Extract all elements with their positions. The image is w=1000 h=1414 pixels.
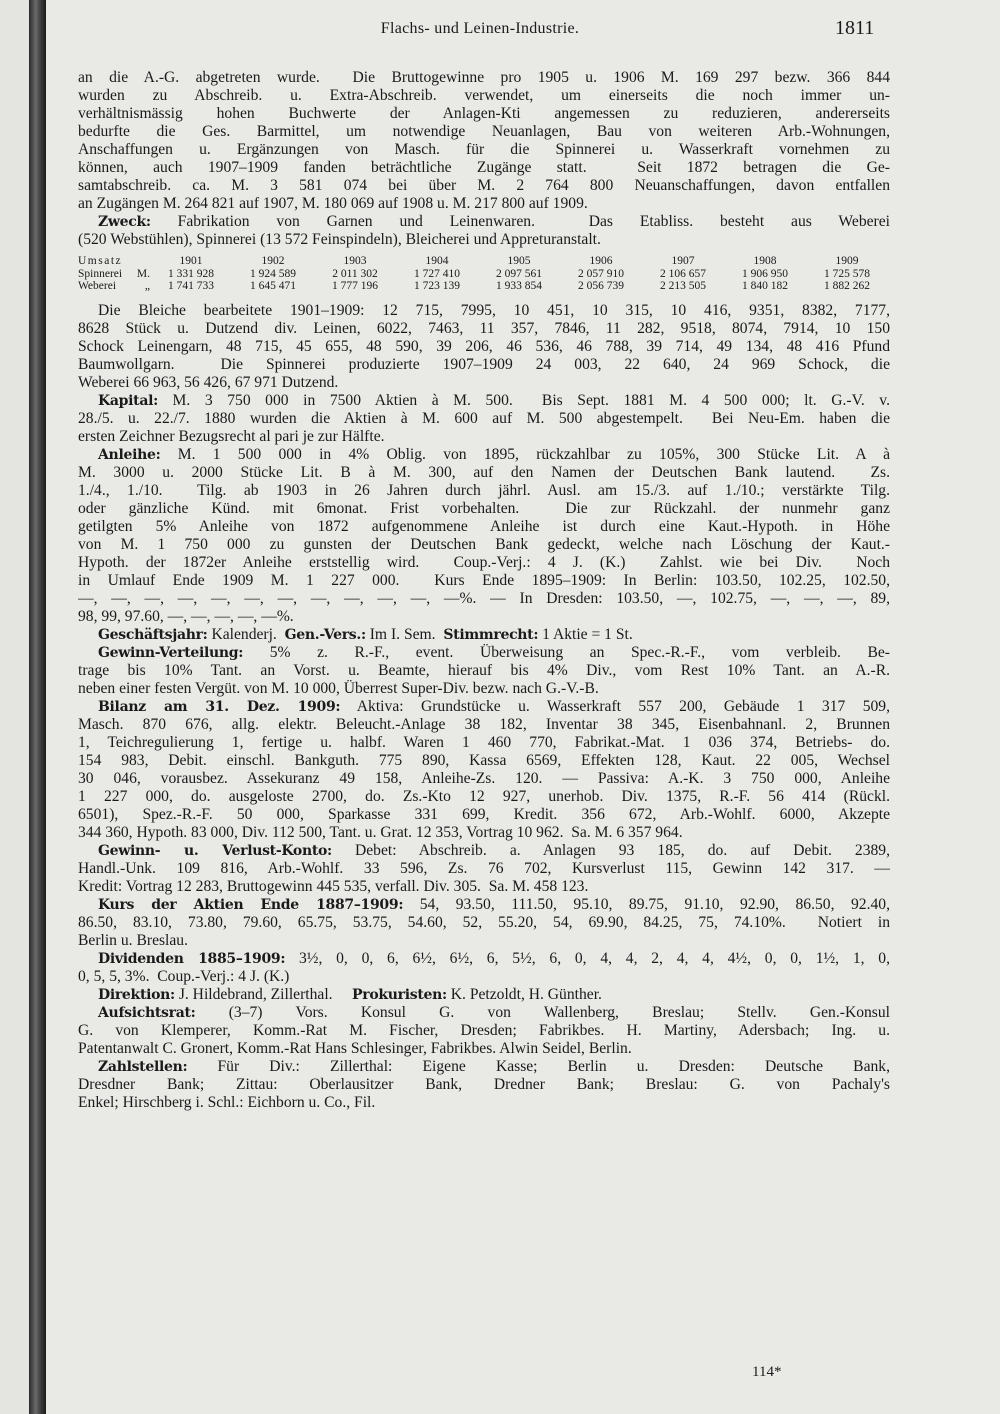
paragraph <box>78 213 890 249</box>
text-run: Handl.-Unk. 109 816, Arb.-Wohlf. 33 596, Zs. 76 702, Kursverlust 115, Gewinn 142 317. — <box>78 860 890 877</box>
text-run: 0, 5, 5, 3%. Coup.-Verj.: 4 J. (K.) <box>78 968 290 985</box>
text-line <box>78 392 890 410</box>
text-run: 1, Teichregulierung 1, fertige u. halbf. Waren 1 460 770, Fabrikat.-Mat. 1 036 374, Betriebs- do. <box>78 734 890 751</box>
text-line <box>78 1058 890 1076</box>
section-label: Gen.-Vers.: <box>284 627 366 643</box>
text-run: Dresdner Bank; Zittau: Oberlausitzer Bank, Dredner Bank; Breslau: G. von Pachaly's <box>78 1076 890 1093</box>
text-run: bedurfte die Ges. Barmittel, um notwendige Neuanlagen, Bau von weiteren Arb.-Wohnungen, <box>78 123 890 140</box>
sheet-signature: 114* <box>752 1364 782 1380</box>
paragraph <box>78 1058 890 1112</box>
table-cell: 2 097 561 <box>496 267 542 280</box>
year-header: 1906 <box>589 255 613 267</box>
text-run: ersten Zeichner Bezugsrecht al pari je zur Hälfte. <box>78 428 385 445</box>
paragraph <box>78 950 890 986</box>
paragraph <box>78 626 890 644</box>
section-label: Zahlstellen: <box>98 1059 188 1075</box>
text-line <box>78 159 890 177</box>
year-header: 1907 <box>671 255 695 267</box>
text-run: verhältnismässig hohen Buchwerte der Anlagen-Kti angemessen zu reduzieren, andererseits <box>78 105 890 122</box>
text-run: (3–7) Vors. Konsul G. von Wallenberg, Breslau; Stellv. Gen.-Konsul <box>195 1004 890 1021</box>
text-line <box>78 590 890 608</box>
text-run: in Umlauf Ende 1909 M. 1 227 000. Kurs Ende 1895–1909: In Berlin: 103.50, 102.25, 102.50, <box>78 572 890 589</box>
text-line <box>78 662 890 680</box>
text-run: Die Bleiche bearbeitete 1901–1909: 12 715, 7995, 10 451, 10 315, 10 416, 9351, 8382, 7177, <box>98 302 890 319</box>
text-line <box>78 231 890 249</box>
running-header-title: Flachs- und Leinen-Industrie. <box>380 20 580 37</box>
text-line <box>78 1076 890 1094</box>
text-run: Debet: Abschreib. a. Anlagen 93 185, do. auf Debit. 2389, <box>331 842 890 859</box>
text-line <box>78 69 890 87</box>
page-number: 1811 <box>835 17 875 39</box>
text-run: Kalenderj. <box>207 626 285 643</box>
text-run: samtabschreib. ca. M. 3 581 074 bei über M. 2 764 800 Neuanschaffungen, davon entfallen <box>78 177 890 194</box>
table-cell: 1 645 471 <box>250 280 296 292</box>
text-run: neben einer festen Vergüt. von M. 10 000, Überrest Super-Div. bezw. nach G.-V.-B. <box>78 680 599 697</box>
row-unit: „ <box>144 280 150 292</box>
text-line <box>78 536 890 554</box>
paragraph <box>78 392 890 446</box>
table-cell: 1 777 196 <box>332 280 378 292</box>
text-run: 6501), Spez.-R.-F. 50 000, Sparkasse 331 699, Kredit. 356 672, Arb.-Wohlf. 6000, Akzepte <box>78 806 890 823</box>
row-label: Weberei <box>78 280 117 292</box>
text-line <box>78 788 890 806</box>
text-run: K. Petzoldt, H. Günther. <box>446 986 602 1003</box>
text-line <box>78 770 890 788</box>
text-run: wurden zu Abschreib. u. Extra-Abschreib. verwendet, um einerseits die noch immer un- <box>78 87 890 104</box>
text-line <box>78 1022 890 1040</box>
text-run: 30 046, vorausbez. Assekuranz 49 158, Anleihe-Zs. 120. — Passiva: A.-K. 3 750 000, Anleihe <box>78 770 890 787</box>
text-run: Anschaffungen u. Ergänzungen von Masch. für die Spinnerei u. Wasserkraft vornehmen zu <box>78 141 890 158</box>
text-run: 3½, 0, 0, 6, 6½, 6½, 6, 5½, 6, 0, 4, 4, 2, 4, 4, 4½, 0, 0, 1½, 1, 0, <box>285 950 890 967</box>
row-label-cell <box>78 280 150 293</box>
text-line <box>78 1094 890 1112</box>
text-run: getilgten 5% Anleihe von 1872 aufgenommene Anleihe ist durch eine Kaut.-Hypoth. in Höhe <box>78 518 890 535</box>
year-header: 1909 <box>835 255 859 267</box>
umsatz-label: Umsatz <box>78 255 123 267</box>
text-run: J. Hildebrand, Zillerthal. <box>174 986 353 1003</box>
text-line <box>78 482 890 500</box>
paragraph <box>78 986 890 1004</box>
text-run: Fabrikation von Garnen und Leinenwaren. Das Etabliss. besteht aus Weberei <box>150 213 890 230</box>
paragraph <box>78 698 890 842</box>
text-run: Enkel; Hirschberg i. Schl.: Eichborn u. Co., Fil. <box>78 1094 376 1111</box>
section-label: Gewinn-Verteilung: <box>98 645 244 661</box>
text-run: können, auch 1907–1909 fanden beträchtliche Zugänge statt. Seit 1872 betragen die Ge- <box>78 159 890 176</box>
text-line <box>78 734 890 752</box>
text-line <box>78 195 890 213</box>
text-line <box>78 914 890 932</box>
table-cell: 1 882 262 <box>824 280 870 292</box>
text-line <box>78 338 890 356</box>
table-cell: 1 725 578 <box>824 267 870 280</box>
text-line <box>78 213 890 231</box>
text-run: Baumwollgarn. Die Spinnerei produzierte 1907–1909 24 003, 22 640, 24 969 Schock, die <box>78 356 890 373</box>
section-label: Dividenden 1885–1909: <box>98 951 286 967</box>
table-cell: 1 331 928 <box>168 267 214 280</box>
text-line <box>78 968 890 986</box>
text-line <box>78 806 890 824</box>
table-cell: 1 727 410 <box>414 267 460 280</box>
row-label-cell <box>78 268 150 281</box>
text-line <box>78 302 890 320</box>
text-run: 1 227 000, do. ausgeloste 2700, do. Zs.-Kto 12 927, unerhob. Div. 1375, R.-F. 56 414 (Rückl. <box>78 788 890 805</box>
table-cell: 1 906 950 <box>742 267 788 280</box>
text-line <box>78 842 890 860</box>
text-line <box>78 644 890 662</box>
text-line <box>78 986 890 1004</box>
text-line <box>78 716 890 734</box>
text-line <box>78 410 890 428</box>
text-line <box>78 554 890 572</box>
paragraph <box>78 69 890 213</box>
text-line <box>78 428 890 446</box>
text-line <box>78 87 890 105</box>
text-line <box>78 518 890 536</box>
text-run: oder gänzliche Künd. mit 6monat. Frist vorbehalten. Die zur Rückzahl. der nunmehr ganz <box>78 500 890 517</box>
text-run: Weberei 66 963, 56 426, 67 971 Dutzend. <box>78 374 339 391</box>
table-cell: 1 840 182 <box>742 280 788 292</box>
table-cell: 1 924 589 <box>250 267 296 280</box>
year-header: 1903 <box>343 255 367 267</box>
text-run: 54, 93.50, 111.50, 95.10, 89.75, 91.10, 92.90, 86.50, 92.40, <box>403 896 890 913</box>
paragraph <box>78 1004 890 1058</box>
year-header: 1901 <box>179 255 203 267</box>
text-line <box>78 1004 890 1022</box>
text-line <box>78 860 890 878</box>
table-cell: 2 011 302 <box>332 267 378 280</box>
text-line <box>78 446 890 464</box>
paragraph <box>78 644 890 698</box>
text-run: 154 983, Debit. einschl. Bankguth. 775 890, Kassa 6569, Effekten 128, Kaut. 22 005, Wechsel <box>78 752 890 769</box>
text-run: an Zugängen M. 264 821 auf 1907, M. 180 069 auf 1908 u. M. 217 800 auf 1909. <box>78 195 588 212</box>
text-run: Masch. 870 676, allg. elektr. Beleucht.-Anlage 38 182, Inventar 38 345, Eisenbahnanl. 2, Brunnen <box>78 716 890 733</box>
text-run: —, —, —, —, —, —, —, —, —, —, —, —%. — In Dresden: 103.50, —, 102.75, —, —, —, 89, <box>78 590 890 607</box>
text-run: 86.50, 83.10, 73.80, 79.60, 65.75, 53.75, 54.60, 52, 55.20, 54, 69.90, 84.25, 75, 74.10%. Notiert in <box>78 914 890 931</box>
text-run: M. 3000 u. 2000 Stücke Lit. B à M. 300, auf den Namen der Deutschen Bank lautend. Zs. <box>78 464 890 481</box>
text-line <box>78 824 890 842</box>
text-run: M. 3 750 000 in 7500 Aktien à M. 500. Bis Sept. 1881 M. 4 500 000; lt. G.-V. v. <box>157 392 890 409</box>
umsatz-table <box>78 255 890 293</box>
text-line <box>78 878 890 896</box>
text-run: Berlin u. Breslau. <box>78 932 189 949</box>
text-run: Hypoth. der 1872er Anleihe erststellig wird. Coup.-Verj.: 4 J. (K.) Zahlst. wie bei Div. Noch <box>78 554 890 571</box>
text-run: von M. 1 750 000 zu gunsten der Deutschen Bank gedeckt, welche nach Löschung der Kaut.- <box>78 536 890 553</box>
paragraph <box>78 896 890 950</box>
section-label: Prokuristen: <box>352 987 447 1003</box>
text-run: Aktiva: Grundstücke u. Wasserkraft 557 200, Gebäude 1 317 509, <box>340 698 890 715</box>
text-line <box>78 464 890 482</box>
text-line <box>78 123 890 141</box>
text-run: Für Div.: Zillerthal: Eigene Kasse; Berlin u. Dresden: Deutsche Bank, <box>187 1058 890 1075</box>
text-line <box>78 608 890 626</box>
paragraph <box>78 446 890 626</box>
row-label: Spinnerei <box>78 267 123 280</box>
year-header: 1902 <box>261 255 285 267</box>
text-line <box>78 626 890 644</box>
year-header: 1905 <box>507 255 531 267</box>
section-label: Bilanz am 31. Dez. 1909: <box>98 699 341 715</box>
text-line <box>78 932 890 950</box>
text-run: 8628 Stück u. Dutzend div. Leinen, 6022, 7463, 11 357, 7846, 11 282, 9518, 8074, 7914, 10 150 <box>78 320 890 337</box>
text-run: Patentanwalt C. Gronert, Komm.-Rat Hans Schlesinger, Fabrikbes. Alwin Seidel, Berlin. <box>78 1040 632 1057</box>
section-label: Gewinn- u. Verlust-Konto: <box>98 843 332 859</box>
text-line <box>78 698 890 716</box>
table-cell: 2 057 910 <box>578 267 624 280</box>
text-run: Im I. Sem. <box>365 626 444 643</box>
text-run: 5% z. R.-F., event. Überweisung an Spec.-R.-F., vom verbleib. Be- <box>243 644 890 661</box>
umsatz-header-row <box>78 255 890 268</box>
text-run: M. 1 500 000 in 4% Oblig. von 1895, rückzahlbar zu 105%, 300 Stücke Lit. A à <box>160 446 890 463</box>
text-run: (520 Webstühlen), Spinnerei (13 572 Feinspindeln), Bleicherei und Appreturanstalt. <box>78 231 601 248</box>
table-cell: 2 213 505 <box>660 280 706 292</box>
text-run: 1 Aktie = 1 St. <box>538 626 633 643</box>
table-cell: 1 933 854 <box>496 280 542 292</box>
paragraph <box>78 302 890 392</box>
text-line <box>78 950 890 968</box>
text-run: 28./5. u. 22./7. 1880 wurden die Aktien à M. 600 auf M. 500 abgestempelt. Bei Neu-Em. haben die <box>78 410 890 427</box>
text-line <box>78 105 890 123</box>
text-run: Schock Leinengarn, 48 715, 45 655, 48 590, 39 206, 46 536, 46 788, 39 714, 49 134, 48 416 Pfund <box>78 338 890 355</box>
table-row <box>78 280 890 293</box>
adjacent-page-edge <box>0 0 29 1414</box>
text-run: 98, 99, 97.60, —, —, —, —, —%. <box>78 608 294 625</box>
text-line <box>78 752 890 770</box>
text-line <box>78 500 890 518</box>
section-label: Kapital: <box>98 393 158 409</box>
paragraph <box>78 842 890 896</box>
intro-text-block <box>78 69 890 249</box>
section-label: Anleihe: <box>98 447 161 463</box>
year-header: 1904 <box>425 255 449 267</box>
text-run: 344 360, Hypoth. 83 000, Div. 112 500, Tant. u. Grat. 12 353, Vortrag 10 962. Sa. M. 6 357 964. <box>78 824 683 841</box>
section-label: Direktion: <box>98 987 175 1003</box>
section-label: Aufsichtsrat: <box>98 1005 196 1021</box>
book-binding-gutter <box>29 0 46 1414</box>
text-line <box>78 141 890 159</box>
text-run: trage bis 10% Tant. an Vorst. u. Beamte, hierauf bis 4% Div., vom Rest 10% Tant. an A.-R. <box>78 662 890 679</box>
table-cell: 2 056 739 <box>578 280 624 292</box>
text-line <box>78 1040 890 1058</box>
row-unit: M. <box>136 267 150 280</box>
text-line <box>78 374 890 392</box>
section-label: Stimmrecht: <box>443 627 539 643</box>
text-line <box>78 356 890 374</box>
year-header: 1908 <box>753 255 777 267</box>
text-run: an die A.-G. abgetreten wurde. Die Bruttogewinne pro 1905 u. 1906 M. 169 297 bezw. 366 844 <box>78 69 890 86</box>
text-run: Kredit: Vortrag 12 283, Bruttogewinn 445 535, verfall. Div. 305. Sa. M. 458 123. <box>78 878 589 895</box>
section-label: Geschäftsjahr: <box>98 627 208 643</box>
text-line <box>78 896 890 914</box>
text-run: G. von Klemperer, Komm.-Rat M. Fischer, Dresden; Fabrikbes. H. Martiny, Adersbach; Ing. u. <box>78 1022 890 1039</box>
table-cell: 1 723 139 <box>414 280 460 292</box>
text-line <box>78 572 890 590</box>
text-line <box>78 320 890 338</box>
text-line <box>78 177 890 195</box>
section-label: Zweck: <box>98 214 151 230</box>
table-cell: 1 741 733 <box>168 280 214 292</box>
table-row <box>78 268 890 281</box>
main-text-block <box>78 302 890 1112</box>
text-run: 1./4., 1./10. Tilg. ab 1903 in 26 Jahren durch jährl. Ausl. am 15./3. auf 1./10.; verstärkte Tilg. <box>78 482 890 499</box>
text-line <box>78 680 890 698</box>
section-label: Kurs der Aktien Ende 1887–1909: <box>98 897 404 913</box>
table-cell: 2 106 657 <box>660 267 706 280</box>
